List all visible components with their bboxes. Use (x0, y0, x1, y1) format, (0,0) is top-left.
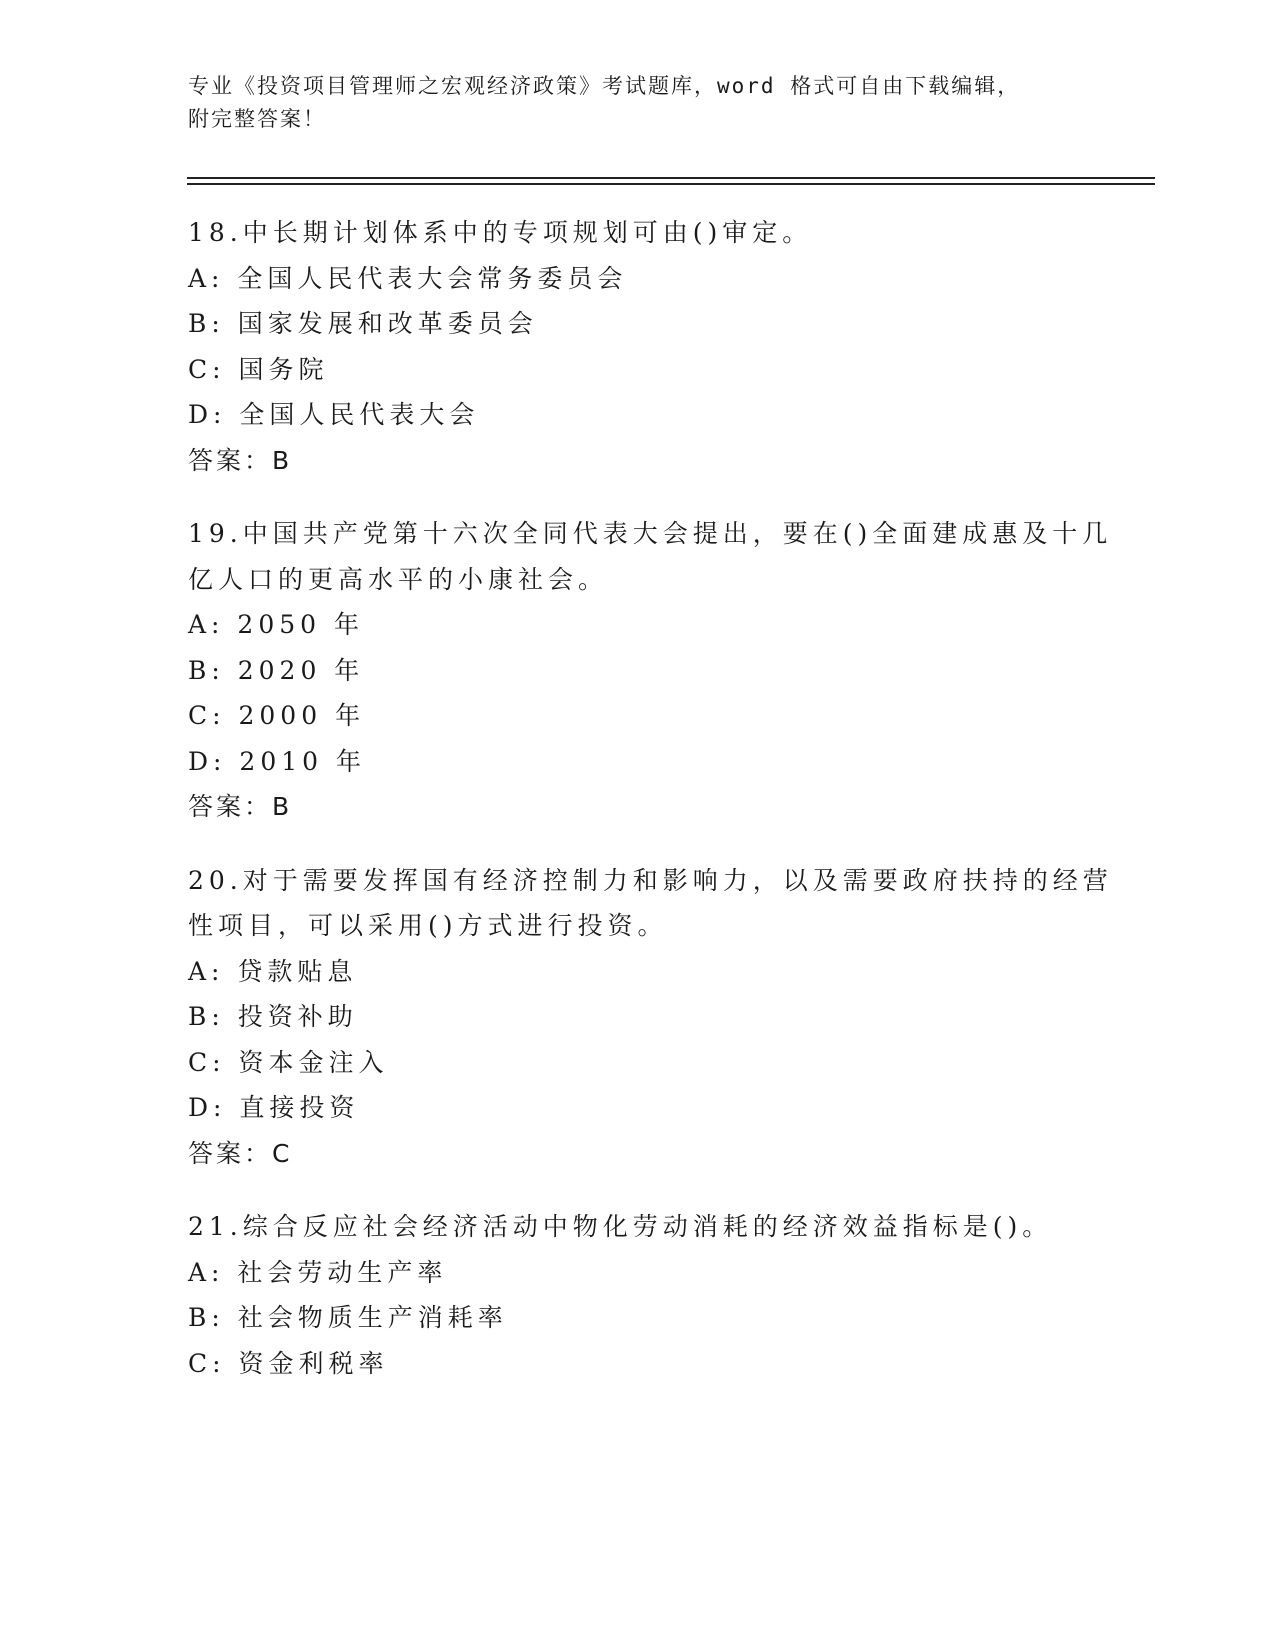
answer-option: B: 2020 年 (188, 655, 365, 685)
question-stem: 21.综合反应社会经济活动中物化劳动消耗的经济效益指标是()。 (188, 1212, 1053, 1241)
answer-option: C: 2000 年 (188, 701, 366, 730)
answer-option: B: 投资补助 (188, 1002, 358, 1031)
answer-option: C: 国务院 (188, 354, 329, 384)
question-stem: 20.对于需要发挥国有经济控制力和影响力，以及需要政府扶持的经营 (188, 865, 1113, 895)
question-stem: 性项目，可以采用()方式进行投资。 (188, 911, 668, 940)
answer-option: C: 资本金注入 (188, 1047, 389, 1077)
answer-key: 答案：B (188, 445, 293, 475)
header-divider-bottom (187, 183, 1155, 185)
answer-option: A: 社会劳动生产率 (188, 1257, 448, 1287)
answer-key: 答案：C (188, 1138, 293, 1168)
question-stem: 亿人口的更高水平的小康社会。 (188, 564, 609, 594)
answer-option: A: 全国人民代表大会常务委员会 (188, 263, 628, 293)
header-line-2: 附完整答案！ (188, 107, 326, 131)
answer-option: C: 资金利税率 (188, 1348, 389, 1378)
question-stem: 19.中国共产党第十六次全同代表大会提出，要在()全面建成惠及十几 (188, 519, 1113, 548)
answer-option: A: 贷款贴息 (188, 956, 358, 986)
question-block (188, 210, 1088, 483)
question-stem: 18.中长期计划体系中的专项规划可由()审定。 (188, 218, 813, 247)
answer-option: D: 直接投资 (188, 1093, 360, 1122)
answer-option: B: 社会物质生产消耗率 (188, 1303, 508, 1332)
question-block (188, 511, 1113, 830)
question-block (188, 858, 1113, 1177)
answer-key: 答案：B (188, 792, 293, 821)
answer-option: D: 2010 年 (188, 746, 366, 776)
answer-option: A: 2050 年 (188, 610, 364, 639)
header-line-1: 专业《投资项目管理师之宏观经济政策》考试题库，word 格式可自由下载编辑， (188, 74, 1021, 98)
answer-option: B: 国家发展和改革委员会 (188, 309, 538, 338)
header-divider-top (187, 177, 1155, 179)
answer-option: D: 全国人民代表大会 (188, 400, 480, 429)
question-list (188, 210, 1113, 1414)
document-header (188, 70, 1088, 136)
question-block (188, 1204, 1088, 1386)
